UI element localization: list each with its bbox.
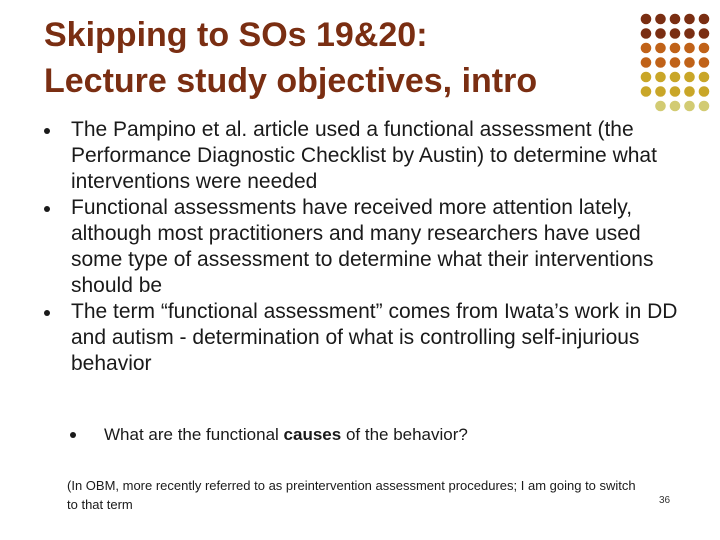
decorative-dot — [670, 14, 681, 25]
bullet-dot-icon — [70, 432, 76, 438]
decorative-dot — [670, 72, 681, 83]
bullet-dot-icon — [44, 206, 50, 212]
title-line-1: Skipping to SOs 19&20: — [44, 16, 428, 54]
sub-bullet-item — [70, 424, 468, 446]
decorative-dot — [699, 101, 710, 112]
sub-bullet-emphasis: causes — [283, 425, 342, 444]
decorative-dot — [670, 43, 681, 54]
bullet-dot-icon — [44, 310, 50, 316]
decorative-dot — [655, 57, 666, 68]
sub-bullet-text-after: of the behavior? — [341, 425, 468, 444]
decorative-dot — [684, 72, 695, 83]
title-line-2: Lecture study objectives, intro — [44, 62, 538, 100]
decorative-dot — [641, 57, 652, 68]
decorative-dot — [684, 14, 695, 25]
decorative-dot — [641, 43, 652, 54]
decorative-dot — [670, 57, 681, 68]
decorative-dot — [655, 86, 666, 97]
bullet-dot-icon — [44, 128, 50, 134]
decorative-dot — [684, 86, 695, 97]
bullet-text: The term “functional assessment” comes from Iwata’s work in DD and autism - determination of what is controlling self-injurious behavior — [71, 300, 678, 375]
sub-bullet-text-before: What are the functional — [104, 425, 284, 444]
decorative-dot — [699, 28, 710, 39]
bullet-text: The Pampino et al. article used a functional assessment (the Performance Diagnostic Checklist by Austin) to determine what interventions were needed — [71, 118, 657, 193]
decorative-dot — [670, 28, 681, 39]
bullet-item — [44, 117, 684, 195]
decorative-dot — [684, 28, 695, 39]
decorative-dot — [641, 72, 652, 83]
bullet-text: Functional assessments have received more attention lately, although most practitioners and many researchers have used some type of assessment to determine what their interventions should be — [71, 196, 654, 297]
slide-number: 36 — [659, 495, 671, 506]
decorative-dot — [655, 14, 666, 25]
decorative-dot — [641, 86, 652, 97]
bullet-list — [44, 117, 684, 377]
decorative-dot — [641, 14, 652, 25]
decorative-dot — [655, 43, 666, 54]
decorative-dot — [684, 57, 695, 68]
bullet-item — [44, 195, 684, 299]
decorative-dot — [699, 14, 710, 25]
decorative-dot — [655, 101, 666, 112]
decorative-dot-grid — [640, 13, 710, 123]
decorative-dot — [684, 43, 695, 54]
decorative-dot — [699, 86, 710, 97]
bullet-item — [44, 299, 684, 377]
decorative-dot — [641, 28, 652, 39]
footnote: (In OBM, more recently referred to as preintervention assessment procedures; I am going to switch to that term — [67, 478, 636, 512]
decorative-dot — [699, 57, 710, 68]
decorative-dot — [670, 86, 681, 97]
slide-title — [44, 12, 634, 104]
decorative-dot — [655, 72, 666, 83]
decorative-dot — [670, 101, 681, 112]
decorative-dot — [684, 101, 695, 112]
decorative-dot — [699, 43, 710, 54]
decorative-dot — [655, 28, 666, 39]
decorative-dot — [699, 72, 710, 83]
